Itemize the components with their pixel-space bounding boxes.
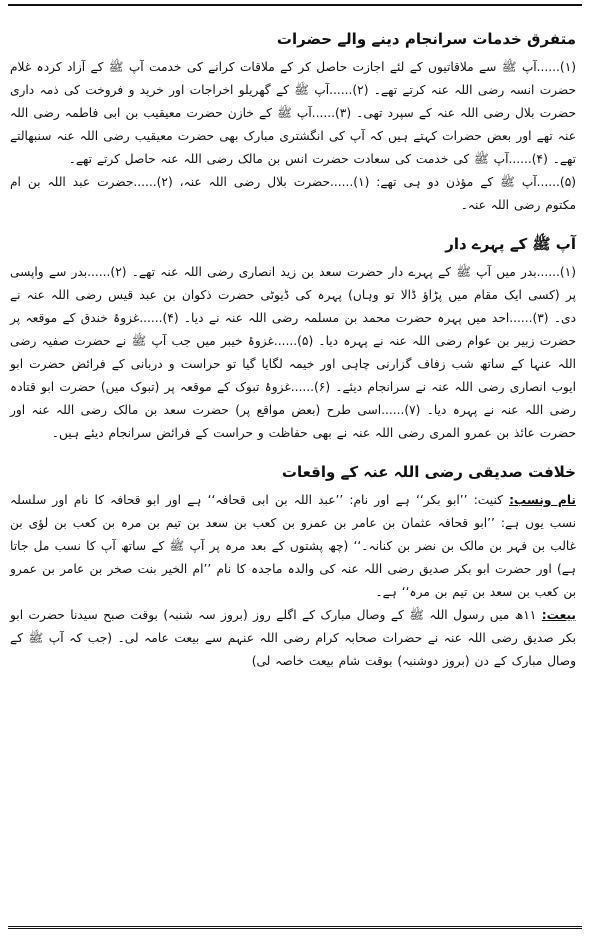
section-heading-misc-services: متفرق خدمات سرانجام دینے والے حضرات (276, 30, 576, 48)
text-allegiance: ۱۱ھ میں رسول اللہ ﷺ کے وصال مبارک کے اگلے روز (بروز سہ شنبہ) بوقت صبح سیدنا حضرت ابو بکر صدیق رضی اللہ عنہ نے حضرات صحابہ کرام رضی اللہ عنہم سے بیعت عامہ لی۔ (جب کہ آپ ﷺ کے وصال مبارک کے دن (بروز دوشنبہ) بوقت شام بیعت خاصہ لی) (10, 608, 576, 668)
paragraph-guards: (۱)......بدر میں آپ ﷺ کے پہرے دار حضرت سعد بن زید انصاری رضی اللہ عنہ تھے۔ (۲)......بدر سے واپسی پر (کسی ایک مقام میں پڑاؤ ڈالا تو وہاں) پہرہ کی ڈیوٹی حضرت ذکوان بن عبد قیس رضی اللہ عنہ نے دی۔ (۳)......احد میں پہرہ حضرت محمد بن مسلمہ رضی اللہ عنہ نے دیا۔ (۴)......غزوۂ خندق کے موقعہ پر حضرت زبیر بن عوام رضی اللہ عنہ نے پہرہ دیا۔ (۵)......غزوۂ خیبر میں جب آپ ﷺ نے حضرت صفیہ رضی اللہ عنہا کے ساتھ شب زفاف گزارنی چاہی اور خیمہ لگایا گیا تو حراست و دربانی کے فرائض حضرت ابو ایوب انصاری رضی اللہ عنہ نے سرانجام دیئے۔ (۶)......غزوۂ تبوک کے موقعہ پر (تبوک میں) حضرت ابو قتادہ رضی اللہ عنہ نے پہرہ دیا۔ (۷)......اسی طرح (بعض مواقع پر) حضرت سعد بن مالک رضی اللہ عنہ اور حضرت عائذ بن عمرو المری رضی اللہ عنہ نے بھی حفاظت و حراست کے فرائض سرانجام دیئے ہیں۔ (10, 265, 576, 440)
paragraph-muazzin: (۵)......آپ ﷺ کے مؤذن دو ہی تھے: (۱)......حضرت بلال رضی اللہ عنہ، (۲)......حضرت عبد اللہ بن ام مکتوم رضی اللہ عنہ۔ (10, 175, 576, 212)
text-lineage: کنیت: ’’ابو بکر‘‘ ہے اور نام: ’’عبد اللہ بن ابی قحافہ‘‘ ہے اور ابو قحافہ کا نام اور سلسلہ نسب یوں ہے: ’’ابو قحافہ عثمان بن عامر بن عمرو بن کعب بن سعد بن تیم بن مرہ بن کعب بن لؤی بن غالب بن فہر بن مالک بن نضر بن کنانہ۔‘‘ (چھ پشتوں کے بعد مرہ پر آپ ﷺ کے ساتھ آپ کا نسب مل جاتا ہے) اور حضرت ابو بکر صدیق رضی اللہ عنہ کی والدہ ماجدہ کا نام ’’ام الخیر بنت صخر بن عامر بن عمرو بن کعب بن سعد بن تیم بن مرہ‘‘ ہے۔ (10, 493, 576, 599)
bottom-double-rule (8, 926, 582, 929)
label-lineage: نام ونسب: (509, 493, 576, 507)
label-allegiance: بیعت: (541, 608, 577, 622)
entry-lineage (10, 489, 576, 604)
section-heading-guards: آپ ﷺ کے پہرے دار (445, 235, 576, 253)
entry-allegiance (10, 604, 576, 673)
paragraph-misc-services-1: (۱)......آپ ﷺ سے ملاقاتیوں کے لئے اجازت حاصل کر کے ملاقات کرانے کی خدمت آپ ﷺ کے آزاد کردہ غلام حضرت انسہ رضی اللہ عنہ کرتے تھے۔ (۲)......آپ ﷺ کے گھریلو اخراجات اور خرید و فروخت کی ذمہ داری حضرت بلال رضی اللہ عنہ کے سپرد تھی۔ (۳)......آپ ﷺ کے خازن حضرت معیقیب بن ابی فاطمہ رضی اللہ عنہ تھے اور بعض حضرات کہتے ہیں کہ آپ کی انگشتری مبارک بھی حضرت معیقیب رضی اللہ عنہ سنبھالتے تھے۔ (۴)......آپ ﷺ کی خدمت کی سعادت حضرت انس بن مالک رضی اللہ عنہ حاصل کرتے تھے۔ (10, 60, 576, 166)
top-rule (8, 4, 582, 6)
section-heading-caliphate: خلافت صدیقی رضی اللہ عنہ کے واقعات (281, 463, 576, 481)
